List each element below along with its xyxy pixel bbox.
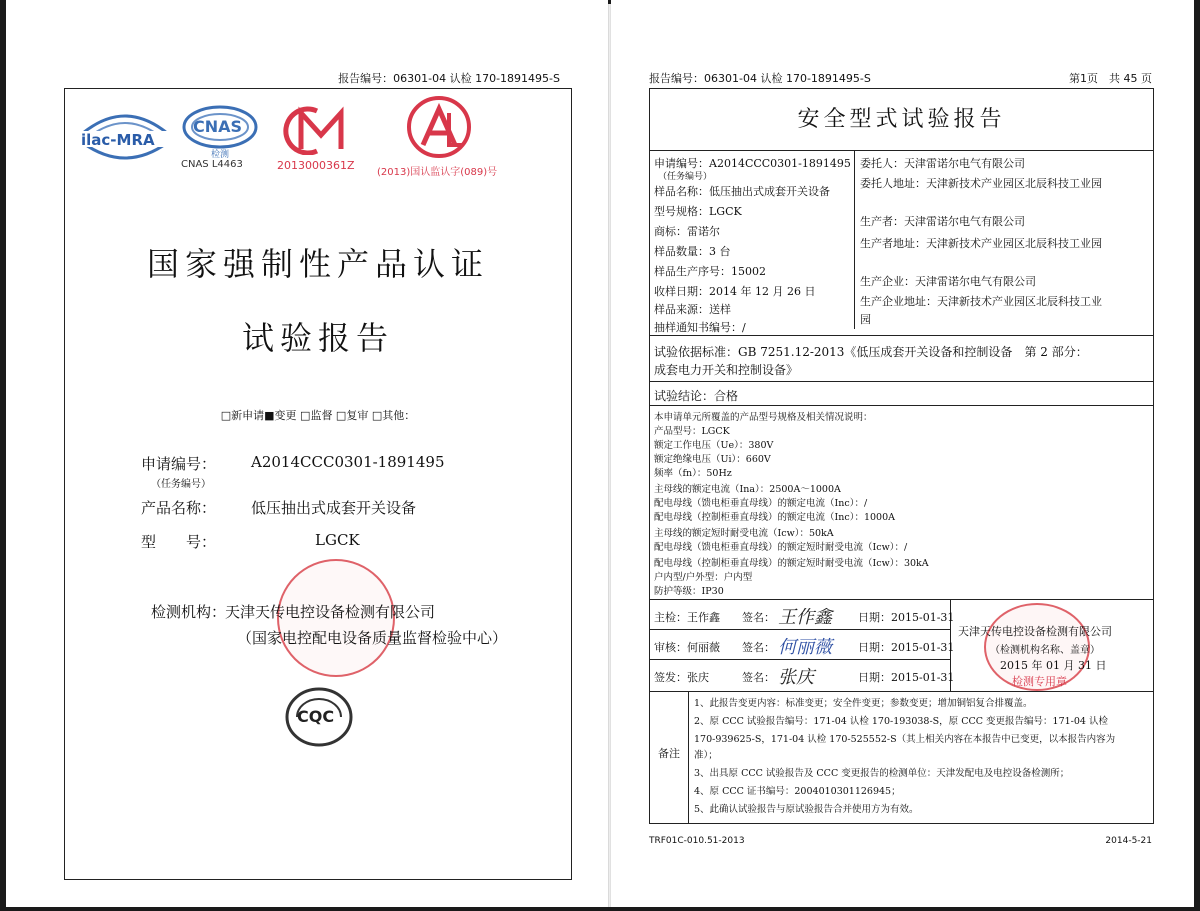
cma-text <box>307 119 309 120</box>
inspector-signature: 王作鑫 <box>778 607 832 628</box>
spec-line: 频率（fn）：50Hz <box>654 468 732 479</box>
client-field: 委托人：天津雷诺尔电气有限公司 <box>860 157 1025 170</box>
accreditation-logos <box>79 95 559 178</box>
spec-line: 户内型/户外型：户内型 <box>654 572 753 583</box>
client-field: 生产者：天津雷诺尔电气有限公司 <box>860 215 1025 228</box>
info-field: 样品生产序号：15002 <box>654 265 766 278</box>
sign-label: 签名： <box>742 641 775 654</box>
sign-row-divider <box>650 659 950 660</box>
lab-label: 检测机构： <box>151 603 227 621</box>
form-code: TRF01C-010.51-2013 <box>649 836 745 846</box>
client-field: 园 <box>860 313 871 326</box>
page-indicator: 第1页 共 45 页 <box>1069 72 1152 85</box>
reviewer-date: 日期：2015-01-31 <box>858 641 955 654</box>
cover-frame <box>64 88 572 880</box>
model-label: 型 号： <box>141 533 217 551</box>
seal-text: 检测专用章 <box>1012 675 1067 688</box>
cma-number: 2013000361Z <box>277 159 355 172</box>
note-line: 3、出具原 CCC 试验报告及 CCC 变更报告的检测单位：天津发配电及电控设备检测所； <box>694 768 1070 779</box>
client-field: 委托人地址：天津新技术产业园区北辰科技工业园 <box>860 177 1102 190</box>
cnas-text: CNAS <box>193 117 243 136</box>
info-field: 样品名称：低压抽出式成套开关设备 <box>654 185 830 198</box>
client-field: 生产企业地址：天津新技术产业园区北辰科技工业 <box>860 295 1102 308</box>
lab-subname: （国家电控配电设备质量监督检验中心） <box>237 629 508 647</box>
test-report-page <box>611 0 1194 903</box>
note-line: 1、此报告变更内容：标准变更；安全件变更；参数变更；增加铜铝复合排覆盖。 <box>694 698 1033 709</box>
notes-divider <box>688 691 689 823</box>
application-no-value: A2014CCC0301-1891495 <box>251 453 445 471</box>
spec-line: 配电母线（控制柜垂直母线）的额定短时耐受电流（Icw）：30kA <box>654 558 929 569</box>
issuer-name: 天津天传电控设备检测有限公司 <box>958 625 1112 638</box>
row-divider <box>650 405 1153 406</box>
info-divider <box>854 151 855 329</box>
report-number: 报告编号：06301-04 认检 170-1891495-S <box>338 72 560 85</box>
issuer-caption: （检测机构名称、盖章） <box>990 645 1100 656</box>
reviewer-label: 审核：何丽薇 <box>654 641 720 654</box>
note-line: 准）； <box>694 750 718 761</box>
info-field: 型号规格：LGCK <box>654 205 742 218</box>
test-basis: 试验依据标准：GB 7251.12-2013《低压成套开关设备和控制设备 第 2 部分： <box>654 345 1088 359</box>
cover-subtitle: 试验报告 <box>241 319 394 357</box>
client-field: 生产企业：天津雷诺尔电气有限公司 <box>860 275 1036 288</box>
cover-title: 国家强制性产品认证 <box>146 245 489 283</box>
test-conclusion: 试验结论：合格 <box>654 389 739 403</box>
application-no-label: 申请编号： <box>141 455 217 473</box>
issuer-date-full: 2015 年 01 月 31 日 <box>1000 659 1107 672</box>
task-no-label: （任务编号） <box>151 479 211 490</box>
cal-logo <box>379 95 499 177</box>
info-field: 商标：雷诺尔 <box>654 225 720 238</box>
cqc-text: CQC <box>297 707 335 726</box>
spec-line: 本申请单元所覆盖的产品型号规格及相关情况说明： <box>654 412 873 423</box>
test-basis-cont: 成套电力开关和控制设备》 <box>654 363 799 377</box>
info-field: （任务编号） <box>658 172 713 182</box>
cal-text <box>423 115 424 116</box>
note-line: 5、此确认试验报告与原试验报告合并使用方为有效。 <box>694 804 919 815</box>
cnas-caption: CNAS L4463 <box>181 159 243 170</box>
issuer-label: 签发：张庆 <box>654 671 709 684</box>
note-line: 4、原 CCC 证书编号：2004010301126945； <box>694 786 901 797</box>
sign-label: 签名： <box>742 671 775 684</box>
row-divider <box>650 381 1153 382</box>
inspector-label: 主检：王作鑫 <box>654 611 720 624</box>
report-number-right: 报告编号：06301-04 认检 170-1891495-S <box>649 72 871 85</box>
info-field: 收样日期：2014 年 12 月 26 日 <box>654 285 816 298</box>
sign-label: 签名： <box>742 611 775 624</box>
lab-name: 天津天传电控设备检测有限公司 <box>225 603 436 621</box>
spec-line: 配电母线（控制柜垂直母线）的额定电流（Inc）：1000A <box>654 512 895 523</box>
info-field: 样品来源：送样 <box>654 303 731 316</box>
cnas-caption-top: 检测 <box>211 150 230 160</box>
report-table <box>649 88 1154 824</box>
cnas-logo <box>179 103 261 173</box>
report-title: 安全型式试验报告 <box>650 89 1153 151</box>
cal-caption: (2013)国认监认字(089)号 <box>377 167 498 178</box>
spec-line: 主母线的额定电流（Ina）：2500A～1000A <box>654 484 841 495</box>
info-field: 申请编号：A2014CCC0301-1891495 <box>654 157 851 170</box>
note-line: 2、原 CCC 试验报告编号：171-04 认检 170-193038-S，原 CCC 变更报告编号：171-04 认检 <box>694 716 1108 727</box>
sign-row-divider <box>650 629 950 630</box>
inspector-date: 日期：2015-01-31 <box>858 611 955 624</box>
form-date: 2014-5-21 <box>1105 836 1152 846</box>
issuer-date: 日期：2015-01-31 <box>858 671 955 684</box>
product-name-value: 低压抽出式成套开关设备 <box>251 499 417 517</box>
issuer-signature: 张庆 <box>778 667 814 688</box>
notes-label: 备注 <box>658 747 680 760</box>
ilac-text: ilac-MRA <box>81 131 155 149</box>
ilac-mra-logo <box>79 103 171 163</box>
product-name-label: 产品名称： <box>141 499 217 517</box>
spec-line: 产品型号：LGCK <box>654 426 730 437</box>
spec-line: 主母线的额定短时耐受电流（Icw）：50kA <box>654 528 834 539</box>
row-divider <box>650 599 1153 600</box>
spec-line: 配电母线（馈电柜垂直母线）的额定短时耐受电流（Icw）：/ <box>654 542 908 553</box>
cma-logo <box>271 105 367 171</box>
application-type-checkboxes: □新申请■变更 □监督 □复审 □其他： <box>220 409 416 422</box>
spec-line: 配电母线（馈电柜垂直母线）的额定电流（Inc）：/ <box>654 498 868 509</box>
row-divider <box>650 691 1153 692</box>
spec-line: 额定绝缘电压（Ui）：660V <box>654 454 771 465</box>
row-divider <box>650 335 1153 336</box>
client-field: 生产者地址：天津新技术产业园区北辰科技工业园 <box>860 237 1102 250</box>
spec-line: 防护等级：IP30 <box>654 586 724 597</box>
reviewer-signature: 何丽薇 <box>778 637 832 658</box>
cover-page <box>6 0 608 903</box>
info-field: 样品数量：3 台 <box>654 245 731 258</box>
info-field: 抽样通知书编号：/ <box>654 321 746 334</box>
note-line: 170-939625-S，171-04 认检 170-525552-S（其上相关内容在本报告中已变更，以本报告内容为 <box>694 734 1116 745</box>
model-value: LGCK <box>315 531 360 549</box>
spec-line: 额定工作电压（Ue）：380V <box>654 440 774 451</box>
cqc-logo <box>277 687 361 747</box>
